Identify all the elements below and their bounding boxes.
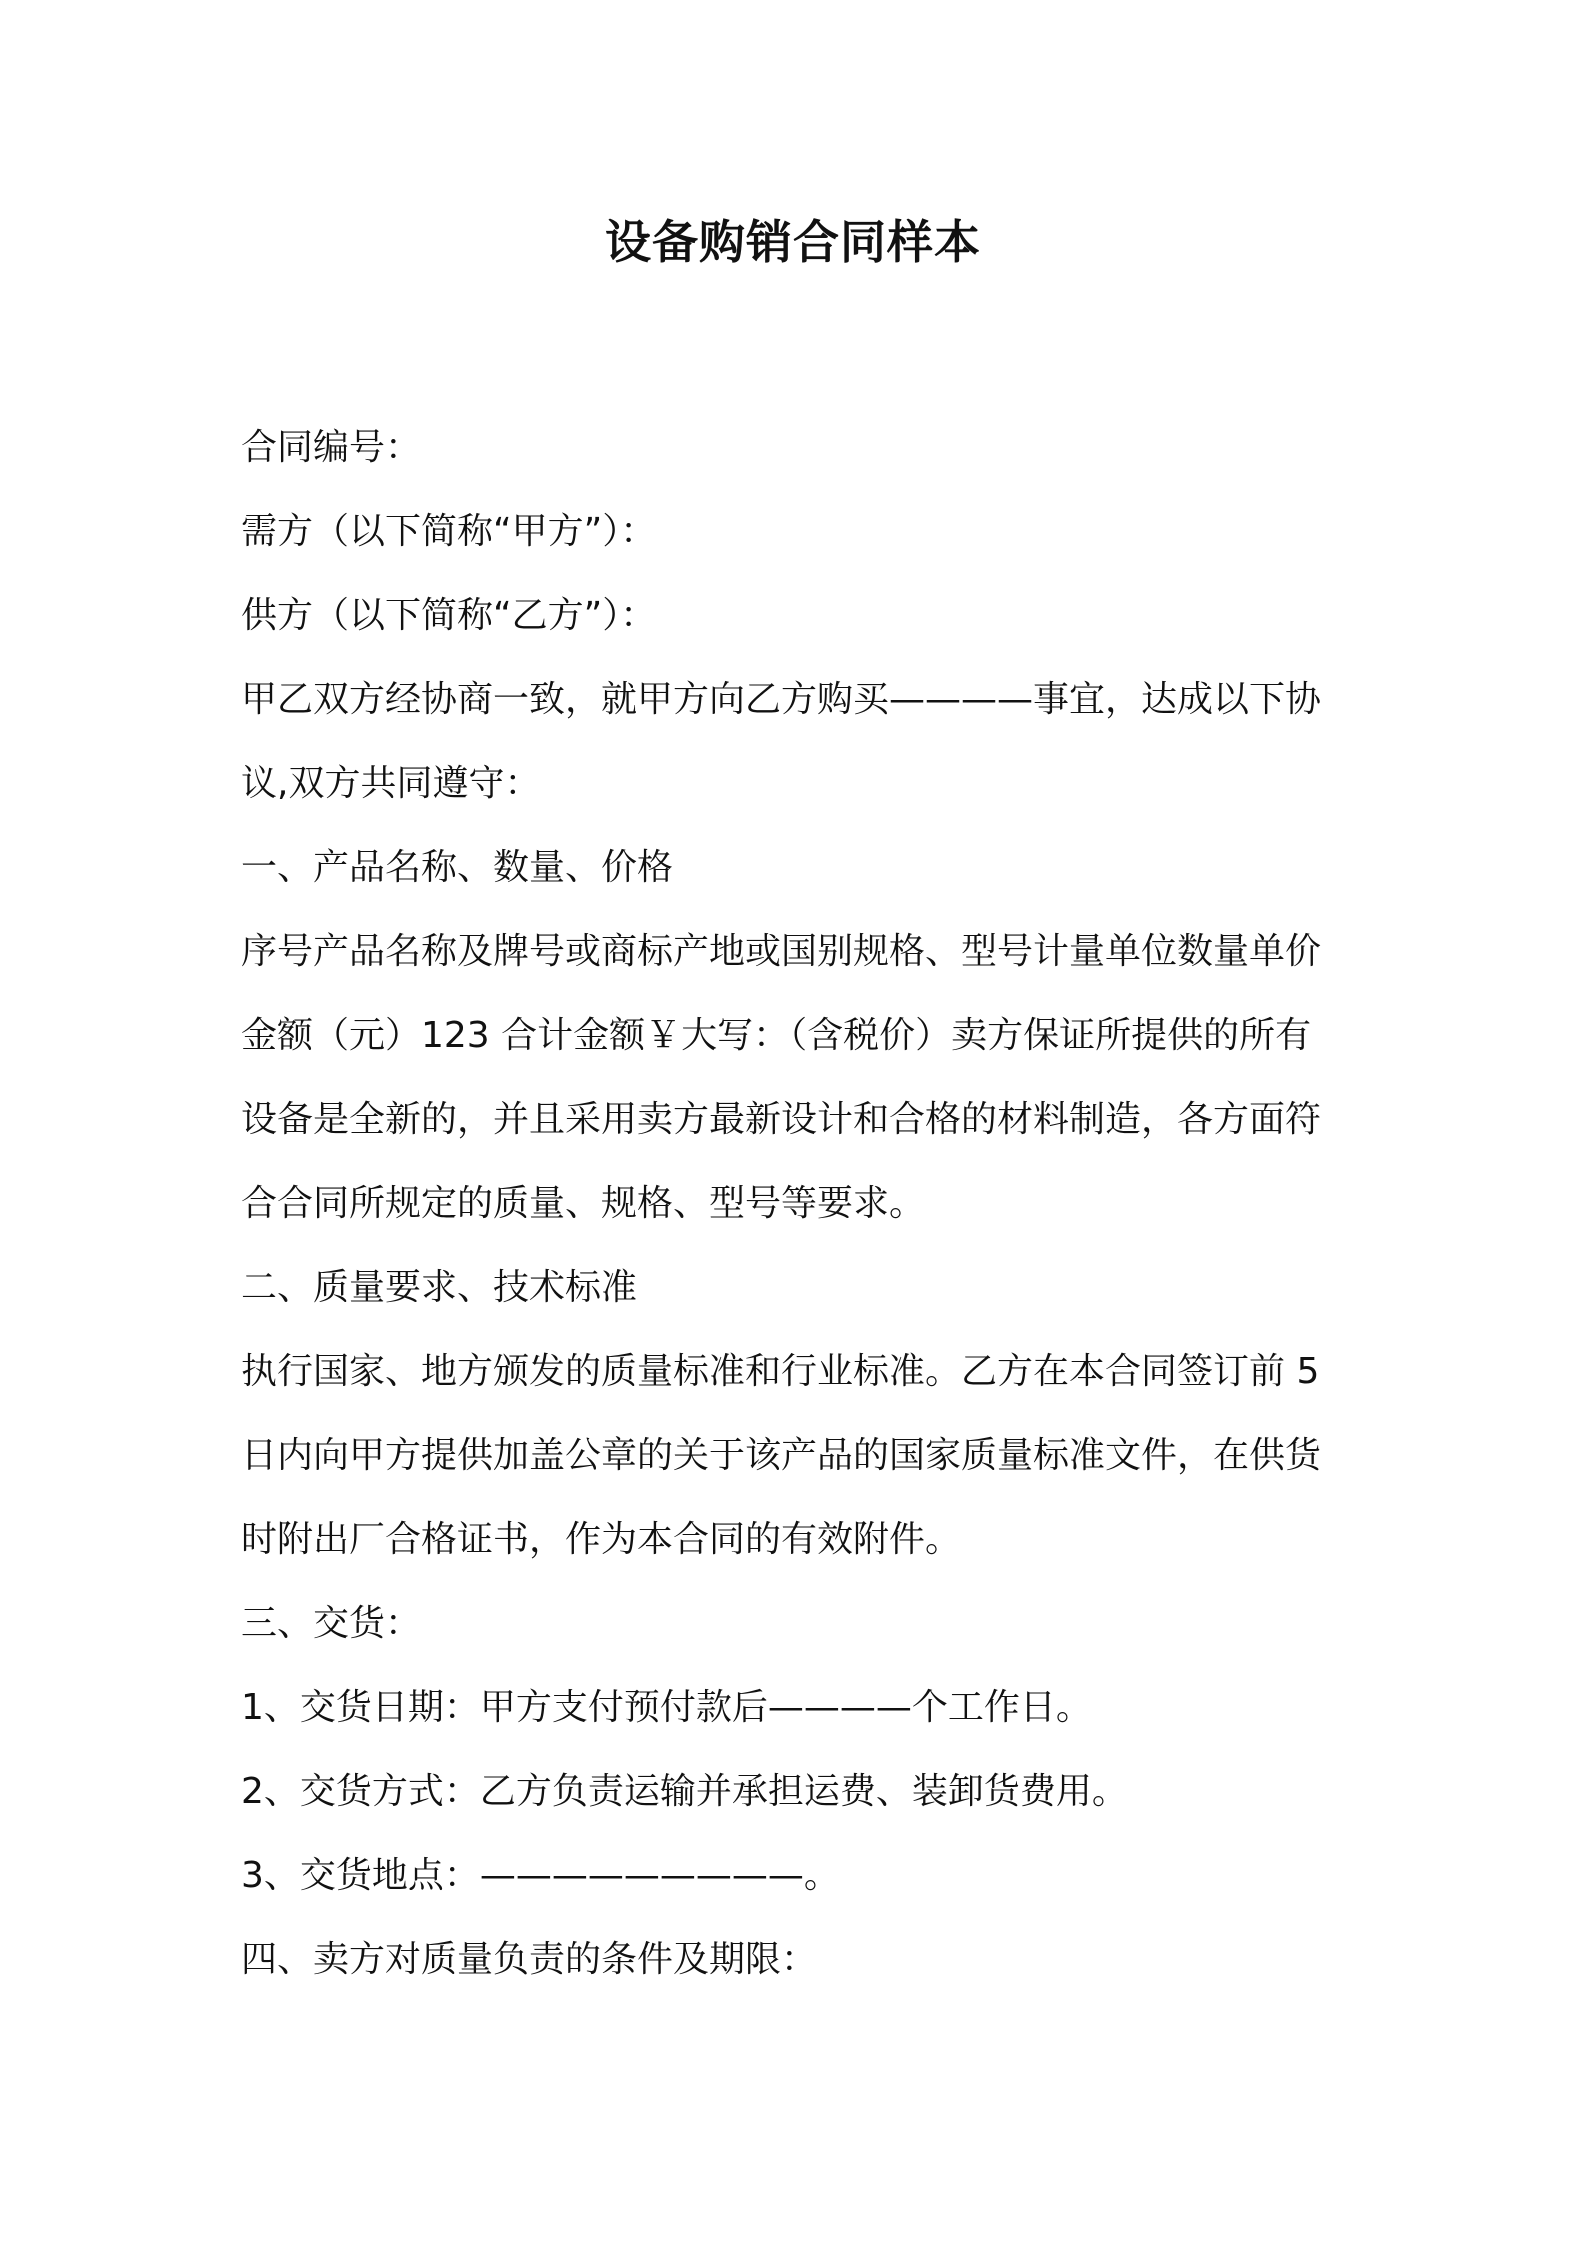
delivery-date-line: 1、交货日期：甲方支付预付款后————个工作日。 [241,1687,1092,1728]
section-3-heading: 三、交货： [241,1603,422,1644]
section-1-text-line-1: 序号产品名称及牌号或商标产地或国别规格、型号计量单位数量单价 [241,931,1322,972]
section-2-text-line-2: 日内向甲方提供加盖公章的关于该产品的国家质量标准文件，在供货 [241,1435,1322,1476]
contract-number-line: 合同编号： [241,427,422,468]
party-a-line: 需方（以下简称“甲方”）： [241,511,657,552]
section-1-text-line-2: 金额（元）123 合计金额￥大写：（含税价）卖方保证所提供的所有 [241,1015,1312,1056]
section-2-heading: 二、质量要求、技术标准 [241,1267,638,1308]
section-1-heading: 一、产品名称、数量、价格 [241,847,674,888]
section-2-text-line-3: 时附出厂合格证书，作为本合同的有效附件。 [241,1519,962,1560]
delivery-method-line: 2、交货方式：乙方负责运输并承担运费、装卸货费用。 [241,1771,1128,1812]
agreement-intro-line-1: 甲乙双方经协商一致，就甲方向乙方购买————事宜，达成以下协 [241,679,1322,720]
section-1-text-line-3: 设备是全新的，并且采用卖方最新设计和合格的材料制造，各方面符 [241,1099,1322,1140]
document-title: 设备购销合同样本 [605,215,981,269]
delivery-location-line: 3、交货地点：—————————。 [241,1855,840,1896]
agreement-intro-line-2: 议,双方共同遵守： [241,763,541,804]
section-1-text-line-4: 合合同所规定的质量、规格、型号等要求。 [241,1183,926,1224]
section-4-heading: 四、卖方对质量负责的条件及期限： [241,1939,818,1980]
section-2-text-line-1: 执行国家、地方颁发的质量标准和行业标准。乙方在本合同签订前 5 [241,1351,1320,1392]
document-body [241,406,1361,2002]
party-b-line: 供方（以下简称“乙方”）： [241,595,657,636]
